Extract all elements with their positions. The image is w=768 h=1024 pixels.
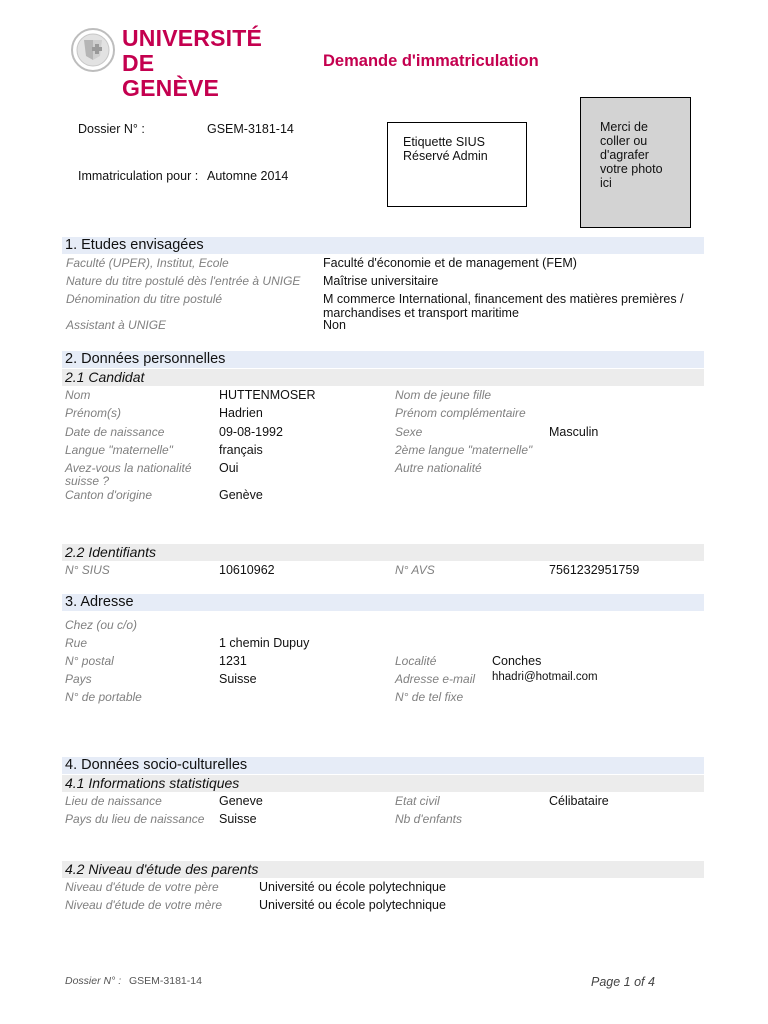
candidat-label: Date de naissance <box>65 425 165 439</box>
avs-label: N° AVS <box>395 563 435 577</box>
photo-line5: ici <box>600 176 612 190</box>
photo-line4: votre photo <box>600 162 663 176</box>
candidat-value: 09-08-1992 <box>219 425 283 439</box>
immat-label: Immatriculation pour : <box>78 169 199 183</box>
telfixe-label: N° de tel fixe <box>395 690 464 704</box>
candidat-label: Avez-vous la nationalité <box>65 461 192 475</box>
candidat-value: Masculin <box>549 425 599 439</box>
candidat-label: Nom de jeune fille <box>395 388 492 402</box>
footer-dossier-value: GSEM-3181-14 <box>129 975 202 987</box>
geneva-crest-icon <box>70 26 116 74</box>
subsection-4-1-header <box>62 775 704 792</box>
section-2-title: 2. Données personnelles <box>65 351 226 367</box>
email-value: hhadri@hotmail.com <box>492 671 598 683</box>
university-name-line2: DE GENÈVE <box>122 50 220 101</box>
candidat-label: Prénom complémentaire <box>395 406 526 420</box>
footer-dossier-label: Dossier N° : <box>65 975 122 987</box>
etat-label: Etat civil <box>395 794 440 808</box>
s1-label: Dénomination du titre postulé <box>66 292 223 306</box>
portable-label: N° de portable <box>65 690 142 704</box>
university-name-line1: UNIVERSITÉ <box>122 25 263 51</box>
sius-value: 10610962 <box>219 563 275 577</box>
pere-value: Université ou école polytechnique <box>259 880 446 894</box>
candidat-label: Autre nationalité <box>395 461 482 475</box>
dossier-value: GSEM-3181-14 <box>207 122 294 136</box>
sius-line1: Etiquette SIUS <box>403 135 485 149</box>
photo-line3: d'agrafer <box>600 148 649 162</box>
subsection-4-2-header <box>62 861 704 878</box>
localite-value: Conches <box>492 654 542 668</box>
subsection-4-1-title: 4.1 Informations statistiques <box>65 775 240 791</box>
pere-label: Niveau d'étude de votre père <box>65 880 219 894</box>
section-1-header <box>62 237 704 254</box>
pays-naissance-label: Pays du lieu de naissance <box>65 812 205 826</box>
candidat-label: Canton d'origine <box>65 488 153 502</box>
section-4-header <box>62 757 704 774</box>
section-3-title: 3. Adresse <box>65 594 134 610</box>
enfants-label: Nb d'enfants <box>395 812 463 826</box>
sius-line2: Réservé Admin <box>403 149 488 163</box>
s1-value: Maîtrise universitaire <box>323 274 439 288</box>
subsection-2-1-title: 2.1 Candidat <box>65 369 145 385</box>
s1-value: M commerce International, financement des matières premières / <box>323 292 684 306</box>
dossier-label: Dossier N° : <box>78 122 145 136</box>
lieu-value: Geneve <box>219 794 263 808</box>
s1-value-line2: marchandises et transport maritime <box>323 306 519 320</box>
university-logo <box>70 25 263 101</box>
mere-value: Université ou école polytechnique <box>259 898 446 912</box>
s1-label: Nature du titre postulé dès l'entrée à UNIGE <box>66 274 301 288</box>
section-1-title: 1. Etudes envisagées <box>65 237 204 253</box>
page-number: Page 1 of 4 <box>591 975 655 989</box>
s1-label: Assistant à UNIGE <box>66 318 167 332</box>
subsection-2-2-header <box>62 544 704 561</box>
s1-value: Faculté d'économie et de management (FEM) <box>323 256 577 270</box>
photo-line2: coller ou <box>600 134 648 148</box>
section-2-header <box>62 351 704 368</box>
pays-label: Pays <box>65 672 92 686</box>
candidat-value: Hadrien <box>219 406 263 420</box>
immat-value: Automne 2014 <box>207 169 289 183</box>
rue-label: Rue <box>65 636 88 650</box>
avs-value: 7561232951759 <box>549 563 640 577</box>
candidat-value: Genève <box>219 488 263 502</box>
pays-naissance-value: Suisse <box>219 812 257 826</box>
s1-label: Faculté (UPER), Institut, Ecole <box>66 256 229 270</box>
candidat-label: Langue "maternelle" <box>65 443 173 457</box>
pays-value: Suisse <box>219 672 257 686</box>
chez-label: Chez (ou c/o) <box>65 618 138 632</box>
sius-box <box>387 122 527 207</box>
page-title: Demande d'immatriculation <box>323 52 539 70</box>
s1-value: Non <box>323 318 346 332</box>
section-3-header <box>62 594 704 611</box>
lieu-label: Lieu de naissance <box>65 794 162 808</box>
candidat-label: 2ème langue "maternelle" <box>395 443 533 457</box>
email-label: Adresse e-mail <box>395 672 476 686</box>
candidat-label-line2: suisse ? <box>65 474 110 488</box>
postal-value: 1231 <box>219 654 247 668</box>
photo-box <box>580 97 691 228</box>
candidat-label: Nom <box>65 388 91 402</box>
candidat-label: Sexe <box>395 425 423 439</box>
postal-label: N° postal <box>65 654 114 668</box>
candidat-value: français <box>219 443 263 457</box>
rue-value: 1 chemin Dupuy <box>219 636 310 650</box>
photo-line1: Merci de <box>600 120 648 134</box>
sius-label: N° SIUS <box>65 563 110 577</box>
candidat-value: Oui <box>219 461 239 475</box>
section-4-title: 4. Données socio-culturelles <box>65 757 248 773</box>
subsection-2-1-header <box>62 369 704 386</box>
mere-label: Niveau d'étude de votre mère <box>65 898 223 912</box>
subsection-4-2-title: 4.2 Niveau d'étude des parents <box>65 861 259 877</box>
localite-label: Localité <box>395 654 437 668</box>
candidat-label: Prénom(s) <box>65 406 122 420</box>
etat-value: Célibataire <box>549 794 609 808</box>
subsection-2-2-title: 2.2 Identifiants <box>65 544 157 560</box>
candidat-value: HUTTENMOSER <box>219 388 316 402</box>
